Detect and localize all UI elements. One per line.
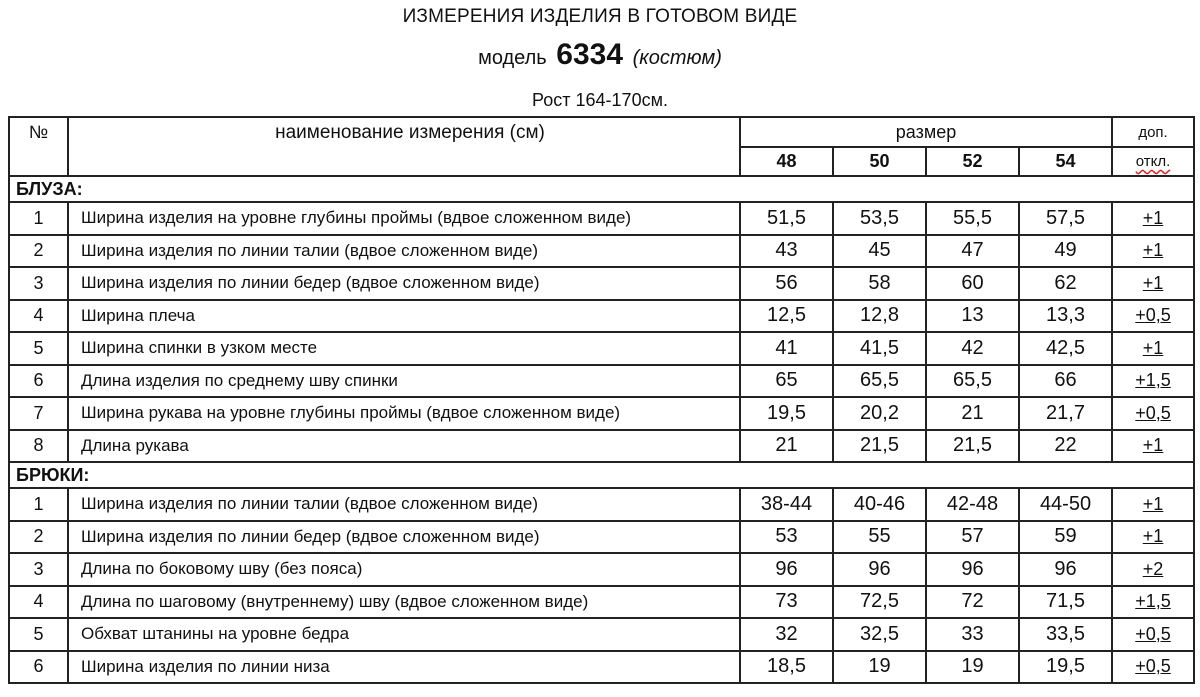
header-tolerance: доп.	[1112, 117, 1194, 147]
size-value: 65	[740, 365, 833, 398]
tolerance-value: +1	[1112, 332, 1194, 365]
tolerance-value: +1	[1112, 202, 1194, 235]
row-number: 1	[9, 488, 68, 521]
tolerance-value: +1	[1112, 430, 1194, 463]
header-number: №	[9, 117, 68, 176]
size-value: 20,2	[833, 397, 926, 430]
size-value: 13	[926, 300, 1019, 333]
model-prefix: модель	[478, 47, 547, 69]
size-value: 19	[926, 651, 1019, 684]
model-type: (костюм)	[632, 47, 722, 69]
size-48: 48	[740, 147, 833, 176]
size-value: 32,5	[833, 618, 926, 651]
row-number: 6	[9, 365, 68, 398]
table-row	[9, 651, 1194, 684]
measurement-name: Ширина изделия по линии низа	[68, 651, 740, 684]
size-value: 42	[926, 332, 1019, 365]
tolerance-value: +0,5	[1112, 300, 1194, 333]
tolerance-value: +2	[1112, 553, 1194, 586]
measurement-name: Ширина изделия по линии талии (вдвое сложенном виде)	[68, 488, 740, 521]
size-value: 55,5	[926, 202, 1019, 235]
size-value: 18,5	[740, 651, 833, 684]
size-value: 12,8	[833, 300, 926, 333]
row-number: 2	[9, 521, 68, 554]
tolerance-value: +1	[1112, 488, 1194, 521]
size-value: 19,5	[1019, 651, 1112, 684]
size-50: 50	[833, 147, 926, 176]
tolerance-value: +1	[1112, 235, 1194, 268]
size-value: 42,5	[1019, 332, 1112, 365]
header-tolerance-2: откл.	[1112, 147, 1194, 176]
row-number: 3	[9, 553, 68, 586]
document-title: ИЗМЕРЕНИЯ ИЗДЕЛИЯ В ГОТОВОМ ВИДЕ	[402, 6, 798, 27]
size-value: 22	[1019, 430, 1112, 463]
size-value: 57,5	[1019, 202, 1112, 235]
table-row	[9, 397, 1194, 430]
measurement-name: Ширина рукава на уровне глубины проймы (вдвое сложенном виде)	[68, 397, 740, 430]
size-value: 43	[740, 235, 833, 268]
measurement-name: Ширина плеча	[68, 300, 740, 333]
tolerance-value: +0,5	[1112, 397, 1194, 430]
tolerance-value: +0,5	[1112, 618, 1194, 651]
section-title: БЛУЗА:	[9, 176, 1194, 202]
size-value: 49	[1019, 235, 1112, 268]
size-value: 57	[926, 521, 1019, 554]
table-row	[9, 553, 1194, 586]
row-number: 3	[9, 267, 68, 300]
table-row	[9, 586, 1194, 619]
size-value: 21	[740, 430, 833, 463]
section-row	[9, 462, 1194, 488]
size-value: 65,5	[833, 365, 926, 398]
measurement-name: Ширина изделия по линии бедер (вдвое сложенном виде)	[68, 521, 740, 554]
measurement-name: Ширина спинки в узком месте	[68, 332, 740, 365]
row-number: 5	[9, 618, 68, 651]
table-row	[9, 365, 1194, 398]
size-value: 21,7	[1019, 397, 1112, 430]
row-number: 7	[9, 397, 68, 430]
size-value: 96	[833, 553, 926, 586]
table-row	[9, 332, 1194, 365]
measurement-name: Длина рукава	[68, 430, 740, 463]
measurement-name: Ширина изделия по линии бедер (вдвое сложенном виде)	[68, 267, 740, 300]
section-row	[9, 176, 1194, 202]
size-value: 72	[926, 586, 1019, 619]
size-value: 96	[926, 553, 1019, 586]
size-value: 65,5	[926, 365, 1019, 398]
table-row	[9, 300, 1194, 333]
size-value: 60	[926, 267, 1019, 300]
size-value: 59	[1019, 521, 1112, 554]
table-row	[9, 618, 1194, 651]
measurement-name: Длина по шаговому (внутреннему) шву (вдвое сложенном виде)	[68, 586, 740, 619]
size-value: 41,5	[833, 332, 926, 365]
size-54: 54	[1019, 147, 1112, 176]
header-measurement-name: наименование измерения (см)	[68, 117, 740, 176]
size-value: 45	[833, 235, 926, 268]
size-value: 32	[740, 618, 833, 651]
tolerance-value: +1	[1112, 267, 1194, 300]
section-title: БРЮКИ:	[9, 462, 1194, 488]
header-size: размер	[740, 117, 1112, 147]
size-value: 38-44	[740, 488, 833, 521]
size-value: 19,5	[740, 397, 833, 430]
table-row	[9, 202, 1194, 235]
measurement-name: Обхват штанины на уровне бедра	[68, 618, 740, 651]
measurement-name: Длина изделия по среднему шву спинки	[68, 365, 740, 398]
size-value: 73	[740, 586, 833, 619]
row-number: 2	[9, 235, 68, 268]
size-value: 41	[740, 332, 833, 365]
size-value: 33,5	[1019, 618, 1112, 651]
table-row	[9, 430, 1194, 463]
size-value: 53	[740, 521, 833, 554]
measurement-name: Ширина изделия по линии талии (вдвое сложенном виде)	[68, 235, 740, 268]
measurements-table	[8, 116, 1195, 684]
model-number: 6334	[556, 38, 624, 71]
size-value: 56	[740, 267, 833, 300]
size-value: 19	[833, 651, 926, 684]
height-range: Рост 164-170см.	[532, 90, 668, 110]
size-value: 66	[1019, 365, 1112, 398]
size-value: 53,5	[833, 202, 926, 235]
size-value: 47	[926, 235, 1019, 268]
row-number: 1	[9, 202, 68, 235]
size-value: 12,5	[740, 300, 833, 333]
size-value: 33	[926, 618, 1019, 651]
size-value: 21	[926, 397, 1019, 430]
size-value: 96	[1019, 553, 1112, 586]
row-number: 8	[9, 430, 68, 463]
size-value: 51,5	[740, 202, 833, 235]
row-number: 4	[9, 586, 68, 619]
table-row	[9, 235, 1194, 268]
size-value: 62	[1019, 267, 1112, 300]
tolerance-value: +1,5	[1112, 365, 1194, 398]
measurement-name: Длина по боковому шву (без пояса)	[68, 553, 740, 586]
row-number: 4	[9, 300, 68, 333]
size-value: 13,3	[1019, 300, 1112, 333]
size-value: 55	[833, 521, 926, 554]
tolerance-value: +1,5	[1112, 586, 1194, 619]
size-value: 72,5	[833, 586, 926, 619]
size-value: 21,5	[926, 430, 1019, 463]
size-value: 42-48	[926, 488, 1019, 521]
tolerance-value: +0,5	[1112, 651, 1194, 684]
size-52: 52	[926, 147, 1019, 176]
table-row	[9, 521, 1194, 554]
model-line	[0, 38, 1200, 72]
size-value: 71,5	[1019, 586, 1112, 619]
row-number: 6	[9, 651, 68, 684]
row-number: 5	[9, 332, 68, 365]
tolerance-value: +1	[1112, 521, 1194, 554]
size-value: 40-46	[833, 488, 926, 521]
table-header-row	[9, 117, 1194, 147]
table-row	[9, 488, 1194, 521]
size-value: 96	[740, 553, 833, 586]
table-row	[9, 267, 1194, 300]
measurement-name: Ширина изделия на уровне глубины проймы (вдвое сложенном виде)	[68, 202, 740, 235]
size-value: 21,5	[833, 430, 926, 463]
size-value: 44-50	[1019, 488, 1112, 521]
size-value: 58	[833, 267, 926, 300]
